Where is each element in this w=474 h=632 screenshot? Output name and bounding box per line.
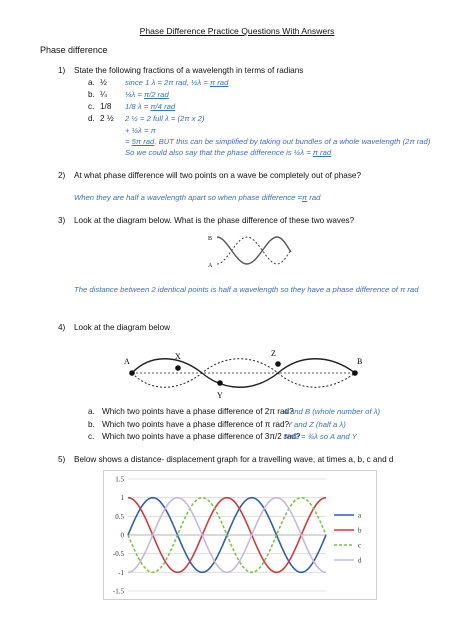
q1d-answer-line3: = 5π rad. BUT this can be simplified by taking out bundles of a whole wavelength (2π rad) xyxy=(125,137,431,146)
point-x xyxy=(175,365,181,371)
q2-number: 2) xyxy=(58,171,66,180)
q4a-text: Which two points have a phase difference of 2π rad? xyxy=(102,407,294,416)
q1-text: State the following fractions of a wavelength in terms of radians xyxy=(74,66,304,75)
q1c-frac: 1/8 xyxy=(100,102,112,111)
q1d-answer: 2 ½ = 2 full λ = (2π x 2) xyxy=(125,114,205,123)
q4b-answer: Y and Z (half a λ) xyxy=(287,420,346,429)
q1d-letter: d. xyxy=(88,114,95,123)
q1b-frac: ¼ xyxy=(100,90,107,99)
q5-chart xyxy=(104,471,376,599)
q2-text: At what phase difference will two points on a wave be completely out of phase? xyxy=(74,171,362,180)
y-tick-label: 1 xyxy=(120,494,124,503)
q4-wave-diagram xyxy=(120,346,370,402)
q4c-text: Which two points have a phase difference of 3π/2 rad? xyxy=(102,432,301,441)
q4b-text: Which two points have a phase difference of π rad? xyxy=(102,420,290,429)
y-tick-label: -1.5 xyxy=(112,587,124,596)
point-y xyxy=(217,380,223,386)
point-b xyxy=(352,370,358,376)
q1a-answer: since 1 λ = 2π rad, ½λ = π rad xyxy=(125,78,229,87)
point-a xyxy=(129,370,135,376)
q3-number: 3) xyxy=(58,216,66,225)
q1c-letter: c. xyxy=(88,102,95,111)
q1d-answer-line4: So we could also say that the phase difference is ½λ = π rad xyxy=(125,148,332,157)
q5-text: Below shows a distance- displacement graph for a travelling wave, at times a, b, c and d xyxy=(74,455,394,464)
q4a-letter: a. xyxy=(88,407,95,416)
q4c-answer: 3π/2 = ¾λ so A and Y xyxy=(283,432,357,441)
label-x: X xyxy=(175,352,181,361)
legend-label-a: a xyxy=(358,511,362,520)
q1b-answer: ¼λ = π/2 rad xyxy=(125,90,169,99)
q1c-answer: 1/8 λ = π/4 rad xyxy=(125,102,176,111)
section-heading: Phase difference xyxy=(40,45,108,55)
q4a-answer: A and B (whole number of λ) xyxy=(283,407,381,416)
q4c-letter: c. xyxy=(88,432,95,441)
q4b-letter: b. xyxy=(88,420,95,429)
q1d-frac: 2 ½ xyxy=(100,114,114,123)
q3-answer: The distance between 2 identical points is half a wavelength so they have a phase difference of π rad xyxy=(74,285,419,294)
label-a: A xyxy=(124,357,130,366)
q5-chart-frame xyxy=(103,470,377,600)
q1b-letter: b. xyxy=(88,90,95,99)
q1a-frac: ½ xyxy=(100,78,107,87)
label-b: B xyxy=(357,357,363,366)
page-title: Phase Difference Practice Questions With Answers xyxy=(139,26,335,36)
y-tick-label: 0.5 xyxy=(115,512,124,521)
legend-label-d: d xyxy=(358,556,362,565)
q1d-answer-line2: + ½λ = π xyxy=(125,126,156,135)
legend-label-c: c xyxy=(358,541,362,550)
wave-label-b: B xyxy=(208,236,213,242)
label-z: Z xyxy=(271,349,276,358)
wave-label-a: A xyxy=(208,263,213,269)
q2-answer: When they are half a wavelength apart so when phase difference =π rad xyxy=(74,193,321,202)
q4-text: Look at the diagram below xyxy=(74,323,171,332)
label-y: Y xyxy=(217,391,223,400)
q1a-letter: a. xyxy=(88,78,95,87)
q5-number: 5) xyxy=(58,455,66,464)
q1-number: 1) xyxy=(58,66,66,75)
y-tick-label: 0 xyxy=(120,531,124,540)
y-tick-label: -0.5 xyxy=(112,550,124,559)
point-z xyxy=(275,361,281,367)
y-tick-label: 1.5 xyxy=(115,475,124,484)
wave-a-curve xyxy=(217,237,291,264)
y-tick-label: -1 xyxy=(118,568,124,577)
legend-label-b: b xyxy=(358,526,362,535)
q3-text: Look at the diagram below. What is the phase difference of these two waves? xyxy=(74,216,355,225)
q3-wave-diagram xyxy=(205,226,301,276)
q4-number: 4) xyxy=(58,323,66,332)
